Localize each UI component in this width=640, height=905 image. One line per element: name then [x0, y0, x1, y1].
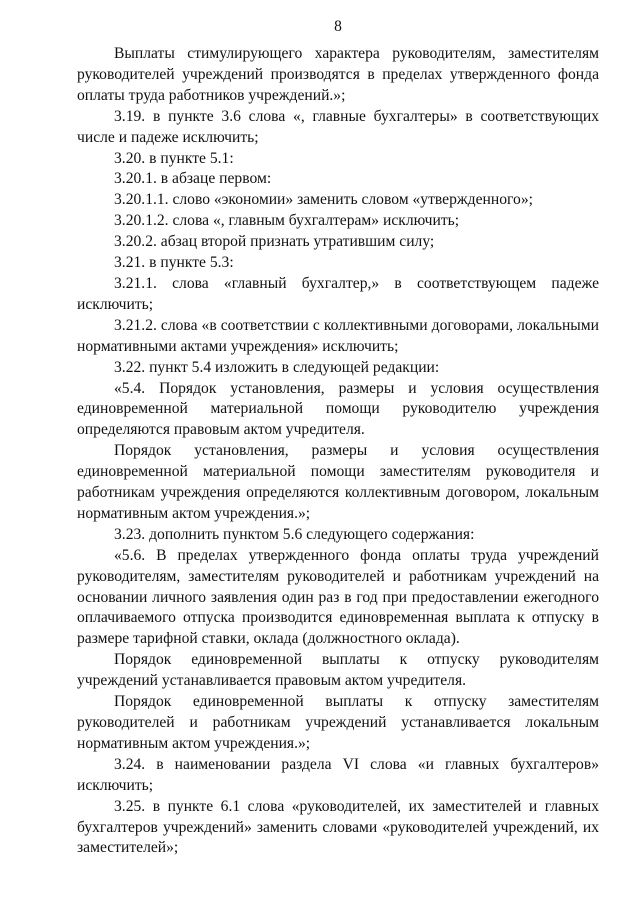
paragraph: 3.21. в пункте 5.3: [114, 254, 234, 272]
paragraph: 3.20.1.1. слово «экономии» заменить словом «утвержденного»; [114, 191, 533, 209]
paragraph: 3.20.1. в абзаце первом: [114, 170, 272, 188]
paragraph: 3.24. в наименовании раздела VI слова «и главных бухгалтеров» исключить; [77, 755, 599, 794]
paragraph: Порядок установления, размеры и условия осуществления единовременной материальной помощи заместителям руководителя и работникам учреждения определяются коллективным договором, локальным нормативным актом учреждения.»; [77, 442, 599, 522]
paragraph: 3.20. в пункте 5.1: [114, 149, 234, 167]
paragraph: 3.20.1.2. слова «, главным бухгалтерам» исключить; [114, 212, 460, 230]
document-page [77, 0, 599, 859]
paragraph: 3.23. дополнить пунктом 5.6 следующего содержания: [114, 525, 475, 543]
paragraph: «5.6. В пределах утвержденного фонда оплаты труда учреждений руководителям, заместителям руководителей и работникам учреждений на основании личного заявления один раз в год при предоставлении ежегодного оплачиваемого отпуска производится единовременная выплата к отпуску в размере тарифной ставки, оклада (должностного оклада). [77, 546, 599, 648]
paragraph: 3.21.2. слова «в соответствии с коллективными договорами, локальными нормативными актами учреждения» исключить; [77, 316, 599, 355]
paragraph: «5.4. Порядок установления, размеры и условия осуществления единовременной материальной помощи руководителю учреждения определяются правовым актом учредителя. [77, 379, 599, 439]
paragraph: 3.22. пункт 5.4 изложить в следующей редакции: [114, 358, 440, 376]
paragraph: 3.21.1. слова «главный бухгалтер,» в соответствующем падеже исключить; [77, 274, 599, 313]
paragraph: Выплаты стимулирующего характера руководителям, заместителям руководителей учреждений производятся в пределах утвержденного фонда оплаты труда работников учреждений.»; [77, 45, 599, 104]
paragraph: Порядок единовременной выплаты к отпуску заместителям руководителей и работникам учреждений устанавливается локальным нормативным актом учреждения.»; [77, 693, 599, 752]
paragraph: Порядок единовременной выплаты к отпуску руководителям учреждений устанавливается правовым актом учредителя. [77, 651, 599, 690]
paragraph: 3.25. в пункте 6.1 слова «руководителей, их заместителей и главных бухгалтеров учреждений» заменить словами «руководителей учреждений, их заместителей»; [77, 797, 599, 857]
paragraph: 3.20.2. абзац второй признать утратившим силу; [114, 233, 435, 251]
paragraph: 3.19. в пункте 3.6 слова «, главные бухгалтеры» в соответствующих числе и падеже исключить; [77, 107, 599, 146]
document-body [77, 44, 599, 859]
page-number: 8 [334, 18, 342, 35]
